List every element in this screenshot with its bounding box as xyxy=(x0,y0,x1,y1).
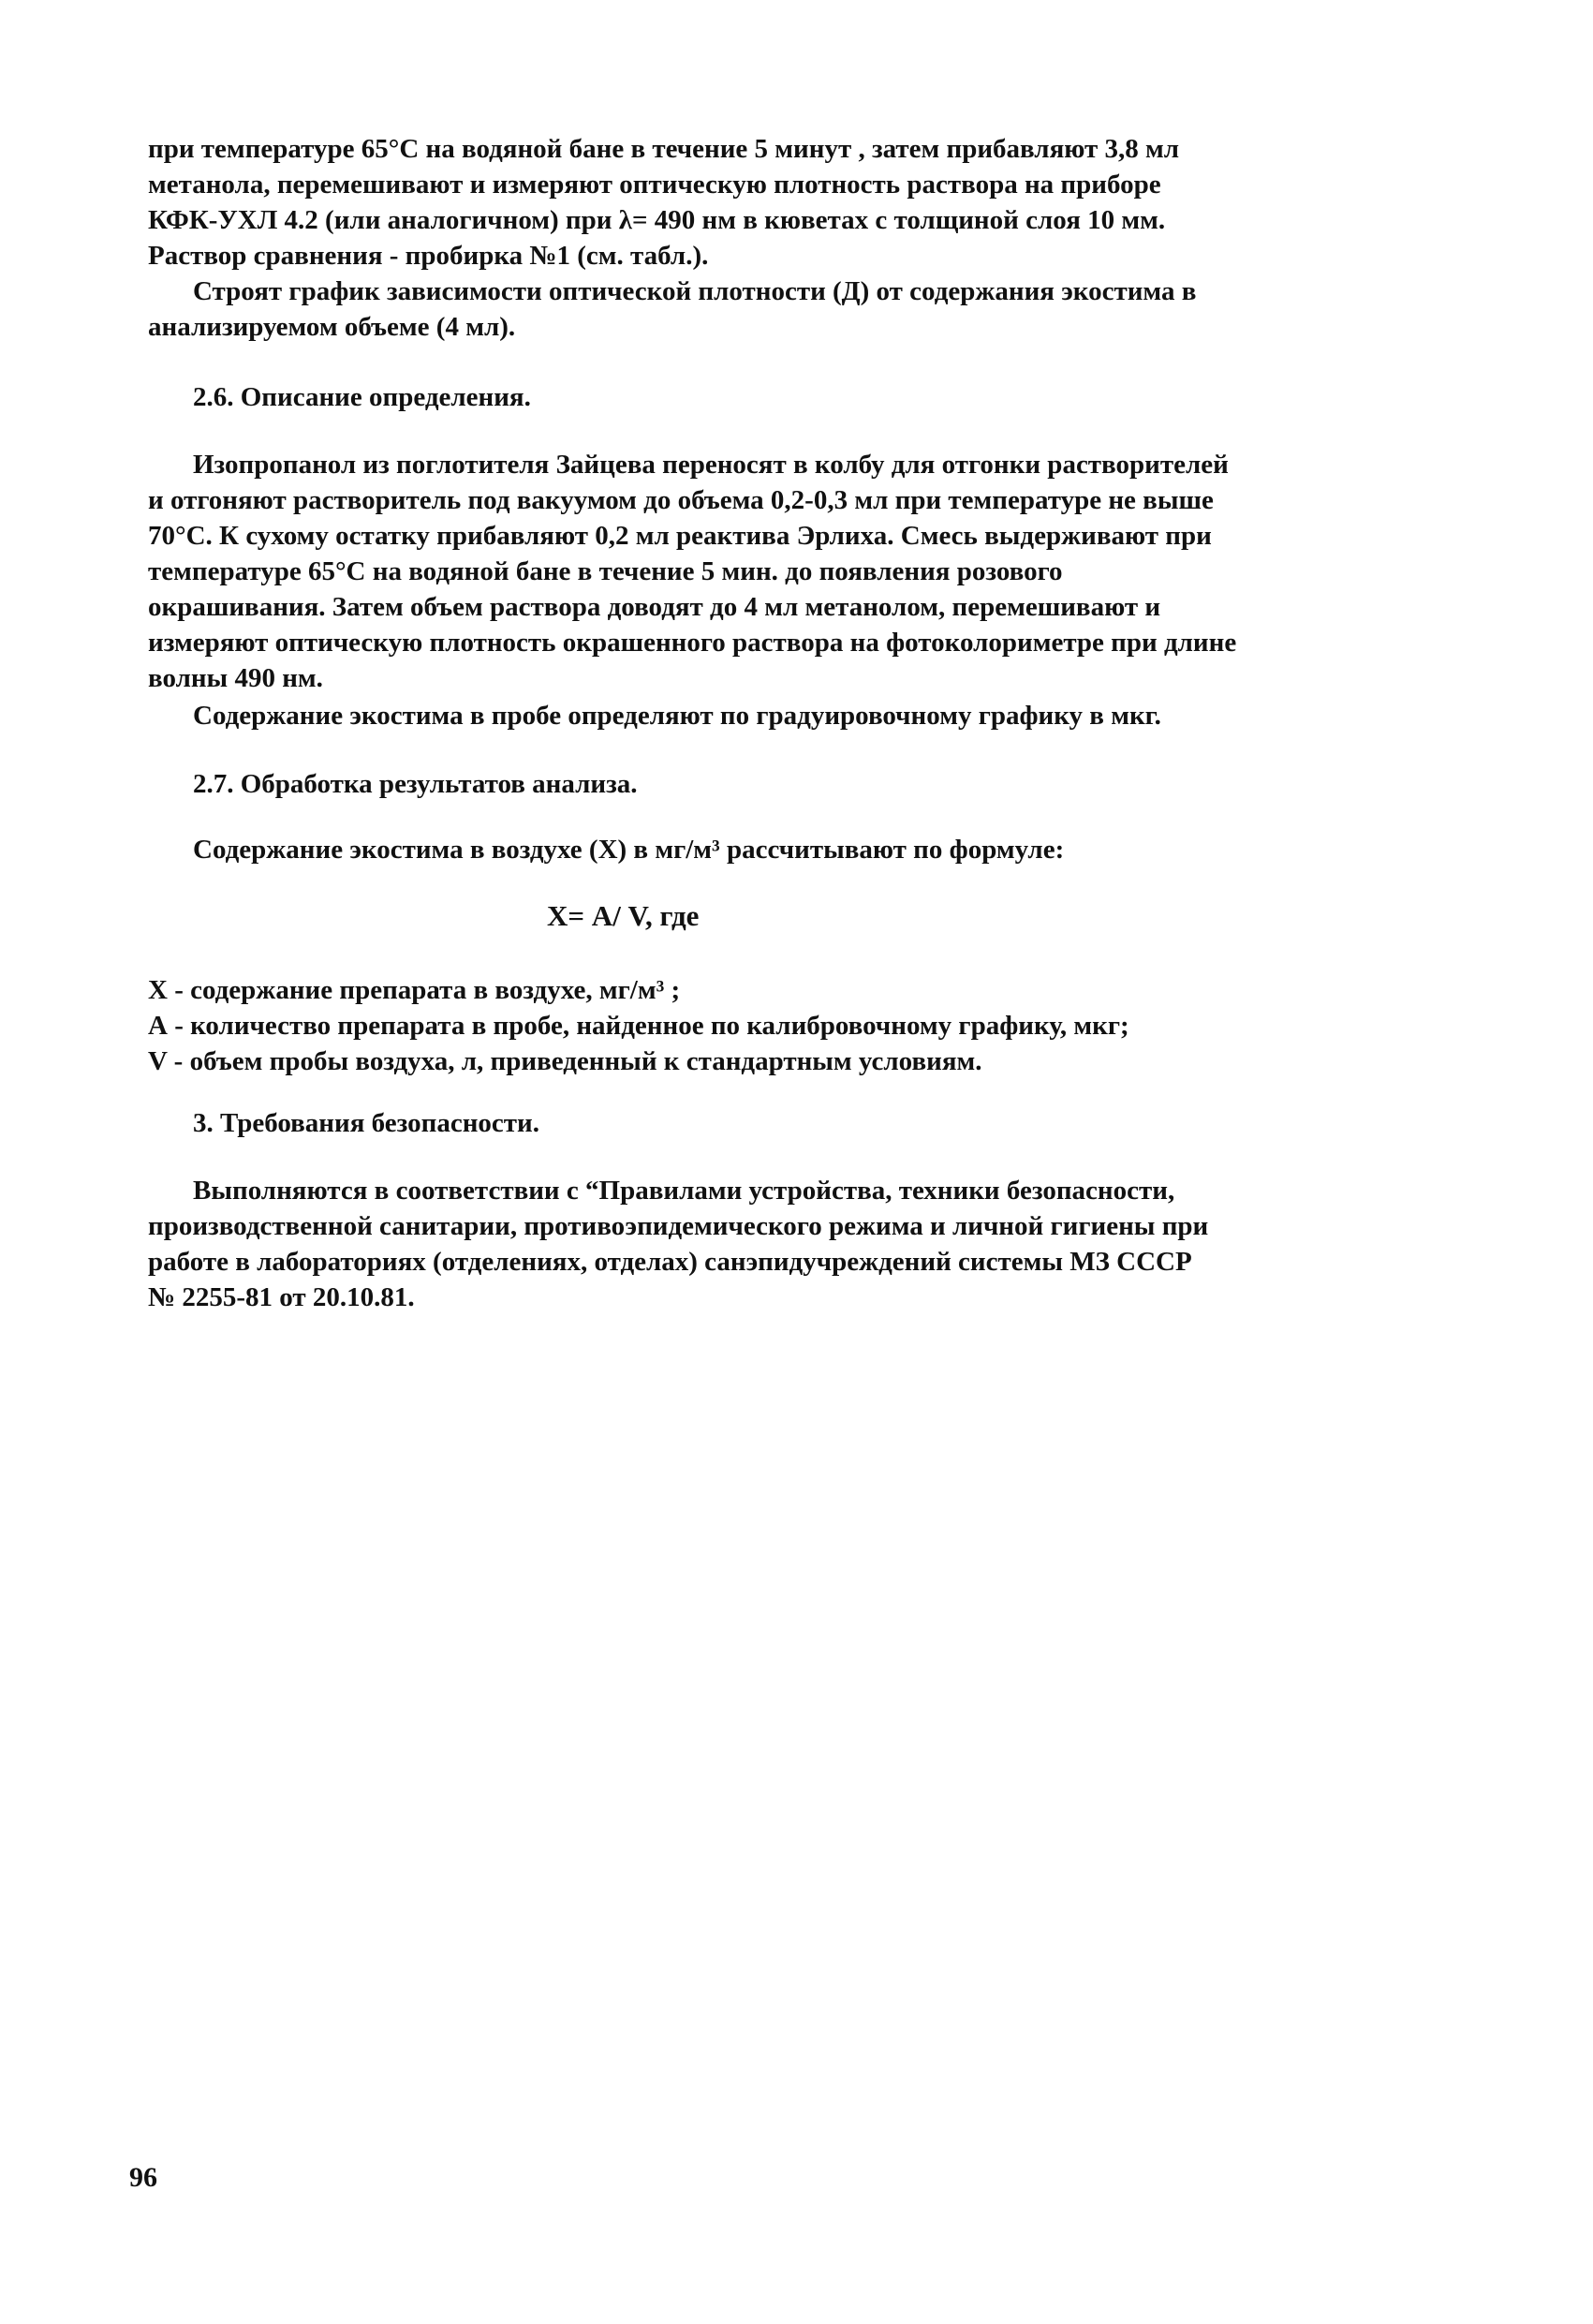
text-line: температуре 65°С на водяной бане в течение 5 мин. до появления розового xyxy=(148,556,1063,586)
heading-text: 3. Требования безопасности. xyxy=(193,1108,539,1138)
text-line: Строят график зависимости оптической плотности (Д) от содержания экостима в xyxy=(193,276,1197,306)
text-line: Изопропанол из поглотителя Зайцева переносят в колбу для отгонки растворителей xyxy=(193,450,1229,480)
text-line: и отгоняют растворитель под вакуумом до объема 0,2-0,3 мл при температуре не выше xyxy=(148,485,1214,515)
text-line: при температуре 65°C на водяной бане в течение 5 минут , затем прибавляют 3,8 мл xyxy=(148,134,1180,164)
text-line: КФК-УХЛ 4.2 (или аналогичном) при λ= 490 нм в кюветах с толщиной слоя 10 мм. xyxy=(148,205,1166,235)
graph-paragraph xyxy=(148,274,1422,345)
page-number: 96 xyxy=(129,2162,157,2193)
text-line: волны 490 нм. xyxy=(148,663,323,693)
text-line: производственной санитарии, противоэпидемического режима и личной гигиены при xyxy=(148,1211,1209,1241)
text-line: метанола, перемешивают и измеряют оптическую плотность раствора на приборе xyxy=(148,170,1161,200)
heading-text: 2.6. Описание определения. xyxy=(193,382,531,412)
text-line: Содержание экостима в пробе определяют по градуировочному графику в мкг. xyxy=(193,701,1161,731)
formula-intro-paragraph xyxy=(148,832,1422,867)
heading-text: 2.7. Обработка результатов анализа. xyxy=(193,769,638,799)
procedure-paragraph xyxy=(148,447,1422,696)
text-line: Содержание экостима в воздухе (Х) в мг/м³ рассчитывают по формуле: xyxy=(193,835,1065,865)
section-heading-3 xyxy=(148,1105,1422,1141)
section-heading-2-6 xyxy=(148,379,1422,415)
definition-item: V - объем пробы воздуха, л, приведенный к стандартным условиям. xyxy=(148,1046,982,1076)
formula: Х= А/ V, где xyxy=(547,899,700,932)
safety-paragraph xyxy=(148,1173,1422,1315)
text-line: анализируемом объеме (4 мл). xyxy=(148,312,516,342)
text-line: № 2255-81 от 20.10.81. xyxy=(148,1282,415,1312)
intro-paragraph xyxy=(148,131,1422,274)
text-line: Раствор сравнения - пробирка №1 (см. табл.). xyxy=(148,241,709,271)
definitions-list xyxy=(148,972,1422,1079)
definition-item: А - количество препарата в пробе, найденное по калибровочному графику, мкг; xyxy=(148,1011,1129,1041)
definition-item: Х - содержание препарата в воздухе, мг/м³ ; xyxy=(148,975,681,1005)
text-line: Выполняются в соответствии с “Правилами устройства, техники безопасности, xyxy=(193,1176,1175,1206)
section-heading-2-7 xyxy=(148,766,1422,802)
content-paragraph xyxy=(148,698,1422,733)
text-line: измеряют оптическую плотность окрашенного раствора на фотоколориметре при длине xyxy=(148,628,1237,658)
text-line: окрашивания. Затем объем раствора доводят до 4 мл метанолом, перемешивают и xyxy=(148,592,1161,622)
text-line: работе в лабораториях (отделениях, отделах) санэпидучреждений системы МЗ СССР xyxy=(148,1247,1192,1277)
text-line: 70°С. К сухому остатку прибавляют 0,2 мл реактива Эрлиха. Смесь выдерживают при xyxy=(148,521,1212,551)
